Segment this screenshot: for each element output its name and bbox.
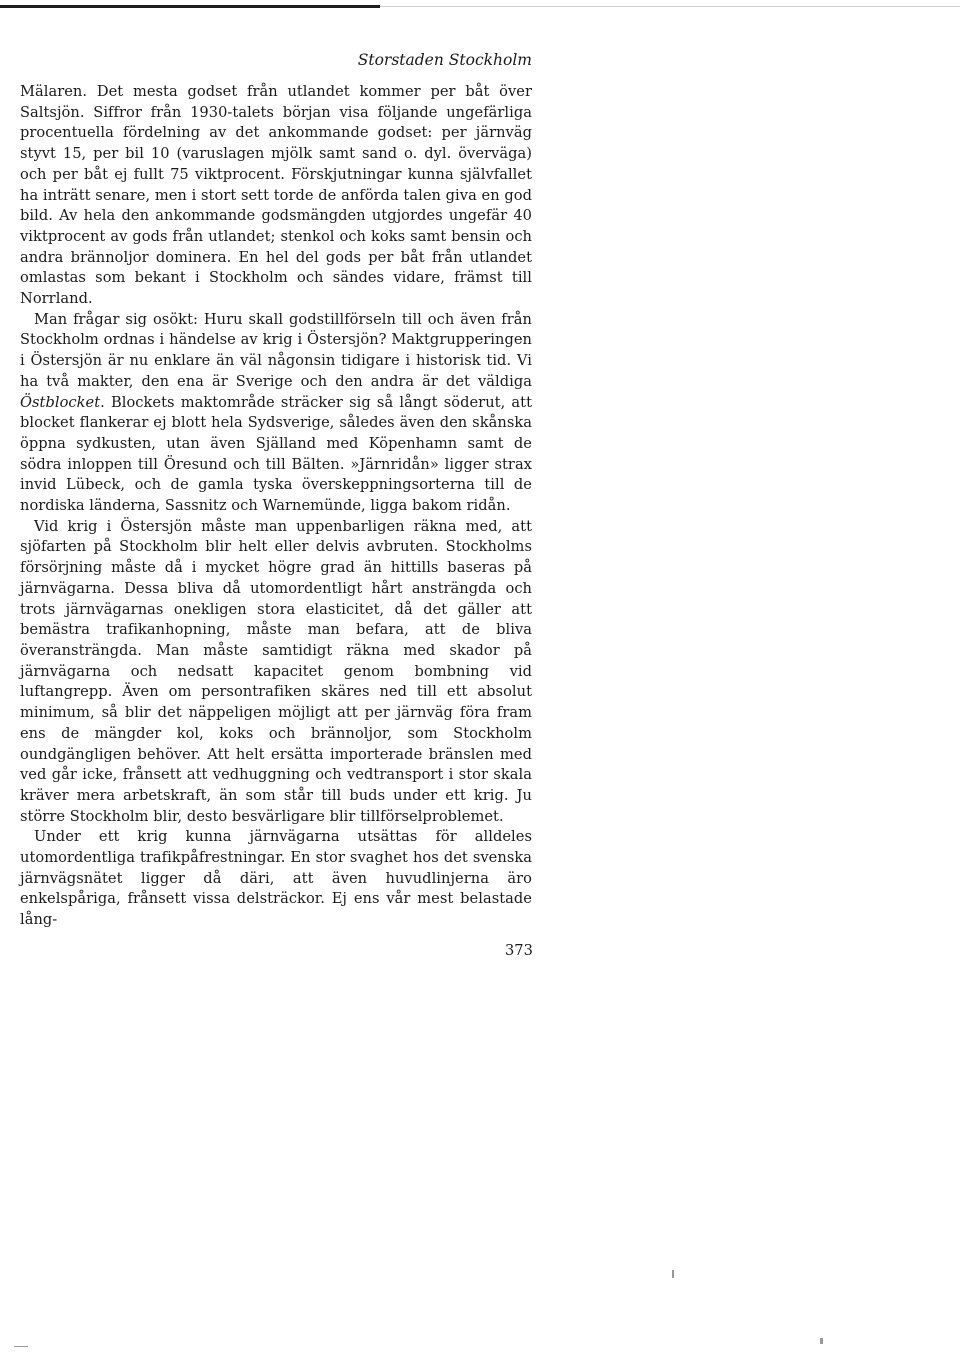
italic-term: Östblocket [20,393,101,411]
scan-speck [820,1338,823,1344]
top-border-rule-faint [380,6,960,7]
running-head: Storstaden Stockholm [357,51,532,69]
text-run: Mälaren. Det mesta godset från utlandet kommer per båt över Saltsjön. Siffror från 1930-talets början visa följande ungefärliga procentuella fördelning av det ankommande godset: per järnväg styvt 15, per bil 10 (varuslagen mjölk samt sand o. dyl. överväga) och per båt ej fullt 75 viktprocent. Förskjutningar kunna självfallet ha inträtt senare, men i stort sett torde de anförda talen giva en god bild. Av hela den ankommande godsmängden utgjordes ungefär 40 viktprocent av gods från utlandet; stenkol och koks samt bensin och andra brännoljor dominera. En hel del gods per båt från utlandet omlastas som bekant i Stockholm och sändes vidare, främst till Norrland. [20,83,532,308]
page-number: 373 [505,942,533,959]
scan-speck [14,1346,28,1347]
top-border-rule [0,5,380,8]
paragraph [20,82,532,310]
paragraph [20,517,532,828]
scan-speck [672,1270,674,1278]
text-run: . Blockets maktområde sträcker sig så långt söderut, att blocket flankerar ej blott hela Sydsverige, således även den skånska öppna sydkusten, utan även Själland med Köpenhamn samt de södra inloppen till Öresund och till Bälten. »Järnridån» ligger strax invid Lübeck, och de gamla tyska överskeppningsorterna till de nordiska länderna, Sassnitz och Warnemünde, ligga bakom ridån. [20,393,532,515]
text-run: Man frågar sig osökt: Huru skall godstillförseln till och även från Stockholm ordnas i händelse av krig i Östersjön? Maktgrupperingen i Östersjön är nu enklare än väl någonsin tidigare i historisk tid. Vi ha två makter, den ena är Sverige och den andra är det väldiga [20,310,532,390]
text-run: Under ett krig kunna järnvägarna utsättas för alldeles utomordentliga trafikpåfrestningar. En stor svaghet hos det svenska järnvägsnätet ligger då däri, att även huvudlinjerna äro enkelspåriga, frånsett vissa delsträckor. Ej ens vår mest belastade lång- [20,828,532,929]
body-text [20,82,532,931]
paragraph [20,827,532,931]
paragraph [20,310,532,517]
text-run: Vid krig i Östersjön måste man uppenbarligen räkna med, att sjöfarten på Stockholm blir helt eller delvis avbruten. Stockholms försörjning måste då i mycket högre grad än hittills baseras på järnvägarna. Dessa bliva då utomordentligt hårt ansträngda och trots järnvägarnas onekligen stora elasticitet, då det gäller att bemästra trafikanhopning, måste man befara, att de bliva överansträngda. Man måste samtidigt räkna med skador på järnvägarna och nedsatt kapacitet genom bombning vid luftangrepp. Även om persontrafiken skäres ned till ett absolut minimum, så blir det näppeligen möjligt att per järnväg föra fram ens de mängder kol, koks och brännoljor, som Stockholm oundgängligen behöver. Att helt ersätta importerade bränslen med ved går icke, frånsett att vedhuggning och vedtransport i stor skala kräver mera arbetskraft, än som står till buds under ett krig. Ju större Stockholm blir, desto besvärligare blir tillförselproblemet. [20,517,532,825]
